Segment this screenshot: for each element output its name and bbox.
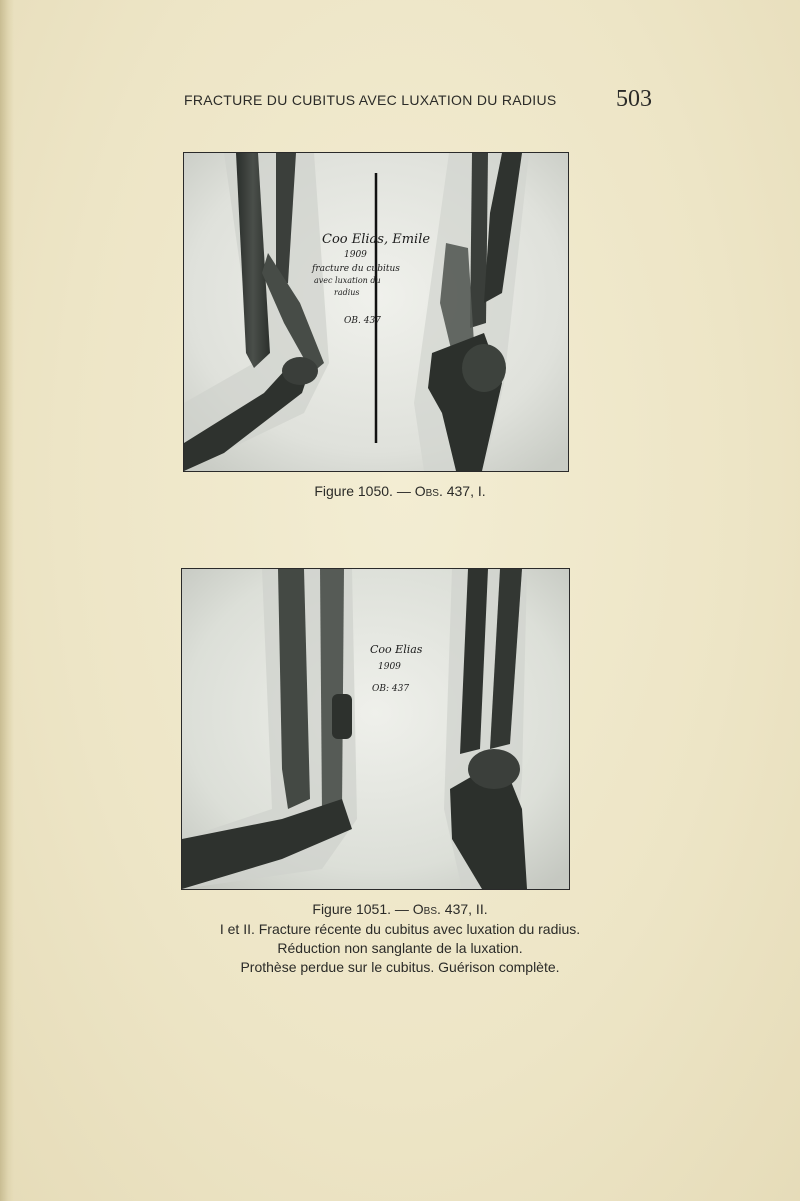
legend-line-1: I et II. Fracture récente du cubitus avec luxation du radius. — [219, 921, 581, 937]
handwriting-name: Coo Elias, Emile — [322, 232, 431, 247]
caption-1050-prefix: Figure 1050. — — [314, 483, 415, 499]
handwriting-year: 1909 — [344, 250, 367, 260]
legend-line-3: Prothèse perdue sur le cubitus. Guérison complète. — [240, 959, 560, 975]
figure-1051-caption — [0, 901, 800, 917]
xray-image-1051 — [182, 569, 569, 889]
handwriting-year-2: 1909 — [378, 662, 401, 672]
figure-legend — [0, 920, 800, 977]
caption-1051-obs: Obs. — [412, 901, 441, 917]
caption-1050-suffix: 437, I. — [442, 483, 486, 499]
handwriting-line3: fracture du cubitus — [312, 264, 400, 274]
page-binding-edge — [0, 0, 14, 1201]
handwriting-line4: avec luxation du — [314, 276, 381, 285]
figure-1051-radiograph — [181, 568, 570, 890]
figure-1050-radiograph — [183, 152, 569, 472]
handwriting-name-2: Coo Elias — [370, 643, 423, 656]
handwriting-obs-2: OB: 437 — [372, 684, 410, 694]
page-number: 503 — [616, 86, 652, 112]
caption-1051-prefix: Figure 1051. — — [312, 901, 413, 917]
xray-image-1050 — [184, 153, 568, 471]
handwriting-obs: OB. 437 — [344, 316, 381, 326]
caption-1051-suffix: 437, II. — [440, 901, 488, 917]
handwriting-line5: radius — [334, 288, 360, 297]
figure-1050-caption — [0, 483, 800, 499]
caption-1050-obs: Obs. — [414, 483, 443, 499]
running-head: FRACTURE DU CUBITUS AVEC LUXATION DU RADIUS — [184, 92, 557, 108]
legend-line-2: Réduction non sanglante de la luxation. — [277, 940, 523, 956]
